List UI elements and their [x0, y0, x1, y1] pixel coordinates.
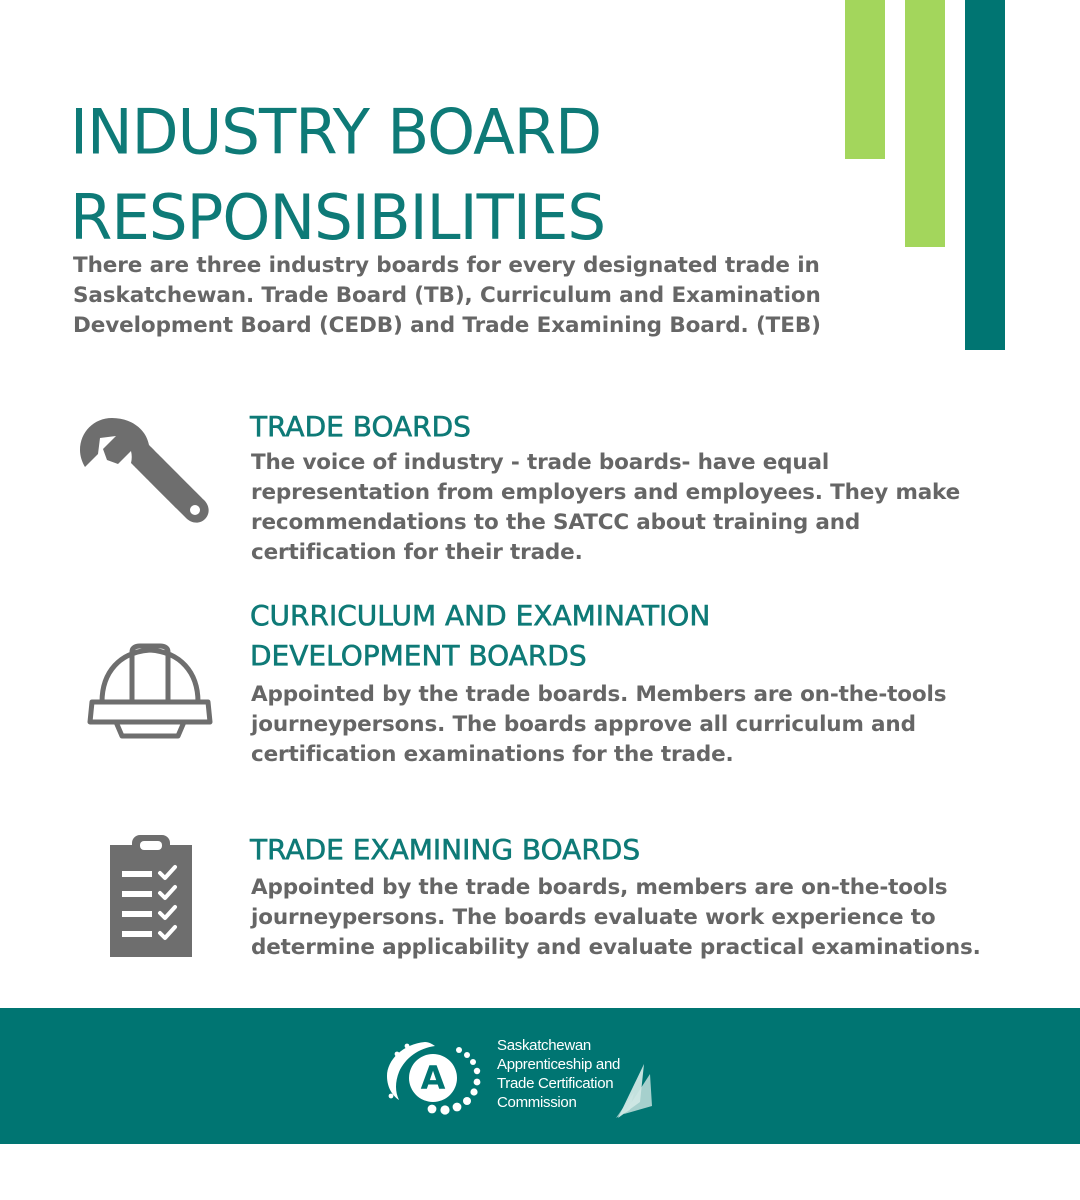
- section-body-trade-boards: The voice of industry - trade boards- have equal representation from employers and employees. They make recommendations to the SATCC about training and certification for their trade.: [251, 450, 961, 565]
- section-title-trade-boards: TRADE BOARDS: [250, 410, 471, 443]
- accent-bar-lime-short: [845, 0, 885, 159]
- page-title-line1: INDUSTRY BOARD: [70, 96, 602, 169]
- wheat-emblem-icon: [614, 1062, 654, 1120]
- page-title-line2: RESPONSIBILITIES: [70, 182, 606, 255]
- section-title-cedb-line1: CURRICULUM AND EXAMINATION: [250, 599, 711, 632]
- accent-bar-teal-tall: [965, 0, 1005, 350]
- satcc-logo-icon: [385, 1036, 495, 1124]
- section-body-cedb: Appointed by the trade boards. Members are on-the-tools journeypersons. The boards approve all curriculum and certification examinations for the trade.: [251, 682, 947, 767]
- intro-paragraph: There are three industry boards for every designated trade in Saskatchewan. Trade Board (TB), Curriculum and Examination Development Board (CEDB) and Trade Examining Board. (TEB): [73, 253, 821, 338]
- org-name-line3: Trade Certification: [497, 1075, 614, 1092]
- clipboard-checklist-icon: [80, 833, 220, 963]
- section-title-cedb: [250, 596, 710, 676]
- logo-letter: A: [420, 1059, 446, 1097]
- org-name-line4: Commission: [497, 1094, 577, 1111]
- section-title-cedb-line2: DEVELOPMENT BOARDS: [250, 639, 587, 672]
- hard-hat-icon: [80, 630, 220, 760]
- wrench-icon: [80, 410, 220, 540]
- footer: [0, 1008, 1080, 1144]
- accent-bar-lime-medium: [905, 0, 945, 247]
- page-title: [70, 90, 830, 261]
- org-name-line2: Apprenticeship and: [497, 1056, 621, 1073]
- org-name-line1: Saskatchewan: [497, 1037, 591, 1054]
- section-body-teb: Appointed by the trade boards, members are on-the-tools journeypersons. The boards evaluate work experience to determine applicability and evaluate practical examinations.: [251, 875, 981, 960]
- section-title-teb: TRADE EXAMINING BOARDS: [250, 833, 641, 866]
